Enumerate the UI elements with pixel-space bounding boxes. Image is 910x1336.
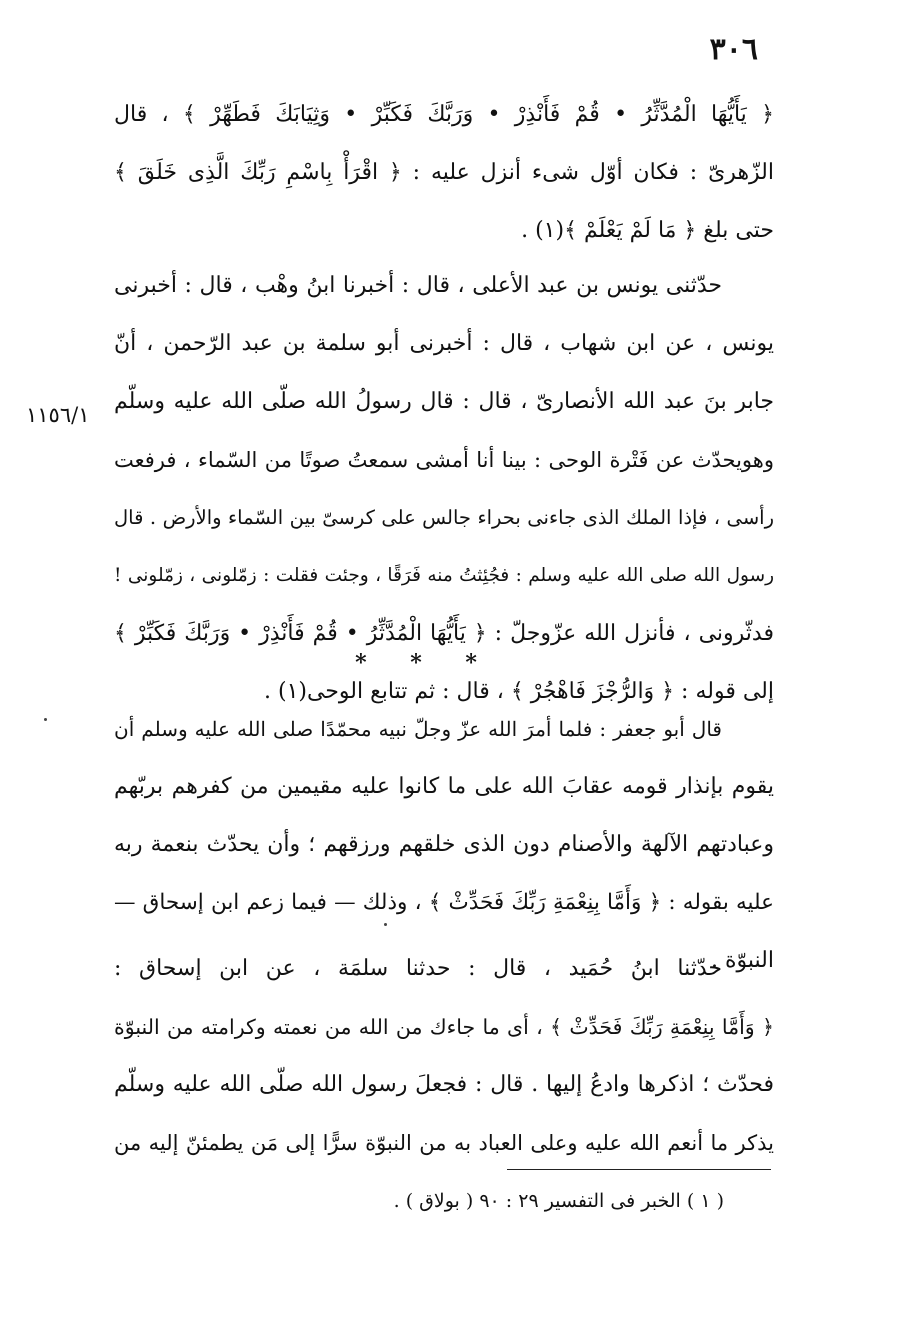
paragraph-4 bbox=[114, 940, 774, 1172]
section-separator: * * * bbox=[355, 650, 495, 676]
text-line: وعبادتهم الآلهة والأصنام دون الذى خلقهم ورزقهم ؛ وأن يحدّث بنعمة ربه bbox=[114, 832, 774, 857]
text-line: وهويحدّث عن فَتْرة الوحى : بينا أنا أمشى سمعتُ صوتًا من السّماء ، فرفعت bbox=[114, 448, 774, 472]
text-line: النبوّة . bbox=[711, 948, 774, 973]
scan-speck bbox=[384, 923, 387, 926]
text-line: حتى بلغ ﴿ مَا لَمْ يَعْلَمْ ﴾(١) . bbox=[521, 218, 774, 243]
text-line: فحدّث ؛ اذكرها وادعُ إليها . قال : فجعلَ رسول الله صلّى الله عليه وسلّم bbox=[114, 1072, 774, 1097]
text-line: يونس ، عن ابن شهاب ، قال : أخبرنى أبو سلمة بن عبد الرّحمن ، أنّ bbox=[114, 331, 774, 356]
text-line: فدثّرونى ، فأنزل الله عزّوجلّ : ﴿ يَأَيُّهَا الْمُدَّثِّرُ • قُمْ فَأَنْذِرْ • وَرَبَّكَ فَكَبِّرْ ﴾ bbox=[114, 621, 774, 646]
text-line: الزّهرىّ : فكان أوّل شىء أنزل عليه : ﴿ اقْرَأْ بِاسْمِ رَبِّكَ الَّذِى خَلَقَ ﴾ bbox=[114, 160, 774, 185]
text-line: قال أبو جعفر : فلما أمرَ الله عزّ وجلّ نبيه محمّدًا صلى الله عليه وسلم أن bbox=[114, 717, 722, 741]
text-line: يذكر ما أنعم الله عليه وعلى العباد به من النبوّة سرًّا إلى مَن يطمئنّ إليه من bbox=[114, 1131, 774, 1155]
page-number: ٣٠٦ bbox=[709, 32, 758, 67]
footnote: ( ١ ) الخبر فى التفسير ٢٩ : ٩٠ ( بولاق ) . bbox=[393, 1190, 724, 1212]
margin-reference: ١١٥٦/١ bbox=[26, 403, 90, 427]
text-line: رأسى ، فإذا الملك الذى جاءنى بحراء جالس على كرسىّ بين السّماء والأرض . قال bbox=[114, 506, 774, 529]
text-line: ﴿ وَأَمَّا بِنِعْمَةِ رَبِّكَ فَحَدِّثْ ﴾ ، أى ما جاءك من الله من نعمته وكرامته من النبوّة bbox=[114, 1015, 774, 1039]
text-line: إلى قوله : ﴿ وَالرُّجْزَ فَاهْجُرْ ﴾ ، قال : ثم تتابع الوحى(١) . bbox=[263, 679, 774, 704]
footnote-rule bbox=[507, 1169, 771, 1170]
text-line: جابر بنَ عبد الله الأنصارىّ ، قال : قال رسولُ الله صلّى الله عليه وسلّم bbox=[114, 389, 774, 414]
text-line: رسول الله صلى الله عليه وسلم : فجُئِثتُ منه فَرَقًا ، وجئت فقلت : زمّلونى ، زمّلونى ! bbox=[114, 565, 774, 586]
text-line: ﴿ يَأَيُّهَا الْمُدَّثِّرُ • قُمْ فَأَنْذِرْ • وَرَبَّكَ فَكَبِّرْ • وَثِيَابَكَ فَطَهِّرْ ﴾ ، قال bbox=[114, 102, 774, 127]
text-line: حدّثنا ابنُ حُمَيد ، قال : حدثنا سلمَة ، عن ابن إسحاق : bbox=[114, 956, 722, 981]
text-line: يقوم بإنذار قومه عقابَ الله على ما كانوا عليه مقيمين من كفرهم بربّهم bbox=[114, 774, 774, 799]
scan-speck bbox=[44, 718, 47, 721]
text-line: حدّثنى يونس بن عبد الأعلى ، قال : أخبرنا ابنُ وهْب ، قال : أخبرنى bbox=[114, 273, 722, 298]
paragraph-1 bbox=[114, 86, 774, 260]
text-line: عليه بقوله : ﴿ وَأَمَّا بِنِعْمَةِ رَبِّكَ فَحَدِّثْ ﴾ ، وذلك — فيما زعم ابن إسحاق — bbox=[114, 890, 774, 915]
